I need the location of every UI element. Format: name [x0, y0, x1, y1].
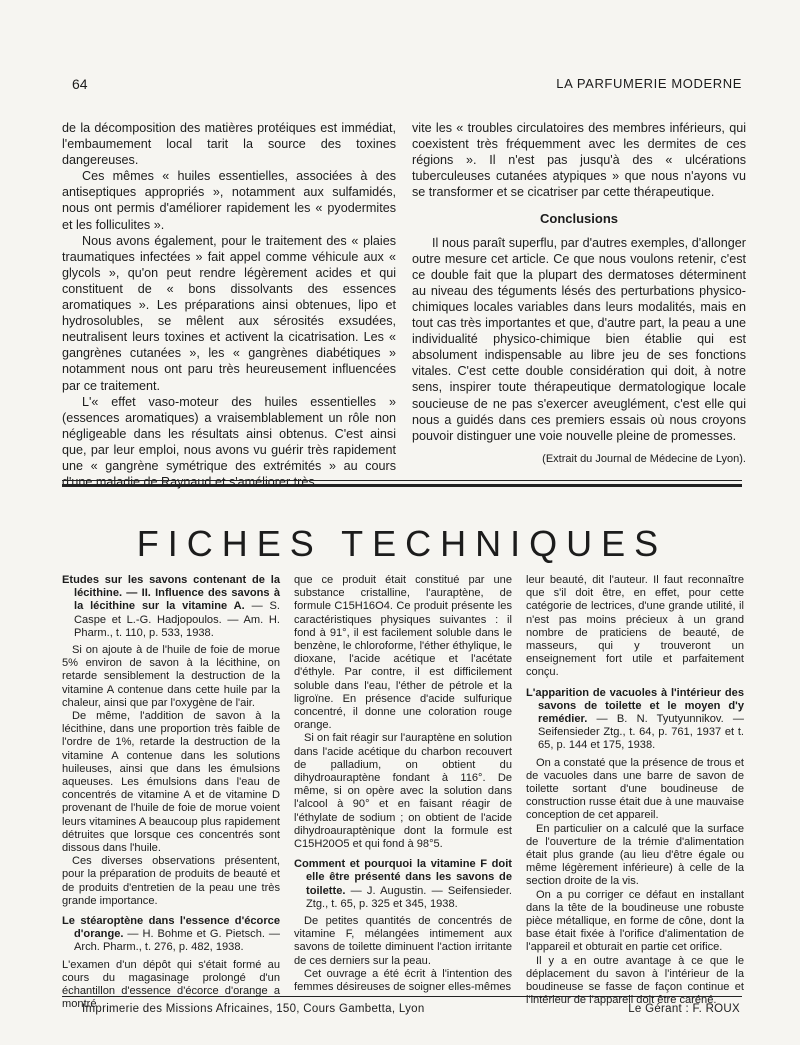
- fiche-paragraph: On a pu corriger ce défaut en installant dans la tête de la boudineuse une robuste pièce métallique, en forme de cône, dont la base était fixée à l'orifice d'alimentation de l'appareil et obturait en partie cet orifice.: [526, 888, 744, 954]
- article-left-column: [62, 120, 396, 490]
- divider-rule-thin: [62, 480, 742, 481]
- fiche-paragraph: Il y a en outre avantage à ce que le déplacement du savon à l'intérieur de la boudineuse se fasse de façon continue et l'intérieur de l'appareil doit être caréné.: [526, 954, 744, 1007]
- fiche-title-text: L'apparition de vacuoles à l'intérieur des savons de toilette et le moyen d'y remédier.: [526, 686, 744, 726]
- fiche-reference: — H. Bohme et G. Pietsch. — Arch. Pharm., t. 276, p. 482, 1938.: [74, 928, 280, 954]
- fiche-paragraph: Ces diverses observations présentent, pour la préparation de produits de beauté et de produits d'entretien de la peau une très grande importance.: [62, 855, 280, 907]
- fiches-column-2: [294, 574, 512, 1001]
- fiche-paragraph: De petites quantités de concentrés de vitamine F, mélangées intimement aux savons de toilette diminuent l'action irritante de ces derniers sur la peau.: [294, 915, 512, 967]
- fiche-paragraph: Si on ajoute à de l'huile de foie de morue 5% environ de savon à la lécithine, on retarde sensiblement la destruction de la vitamine A contenue dans cette huile par la chaleur, ainsi que par l'oxygène de l'air.: [62, 644, 280, 709]
- fiche-title: [526, 687, 744, 753]
- article-paragraph: vite les « troubles circulatoires des membres inférieurs, qui coexistent très fréquemment avec les dermites de ces régions ». Il n'est pas jusqu'à des « ulcérations tuberculeuses cutanées atypiques » que nous n'ayons vu se transformer et se cicatriser par cette thérapeutique.: [412, 121, 746, 200]
- fiche-entry: [62, 915, 280, 1011]
- fiche-title-text: Comment et pourquoi la vitamine F doit elle être présenté dans les savons de toilette.: [294, 858, 512, 897]
- article-paragraph: Nous avons également, pour le traitement des « plaies traumatiques infectées » fait appel comme véhicule aux « glycols », qu'on peut rendre légèrement acides et qui constituent de « bons dissolvants des essences aromatiques ». Les préparations ainsi obtenues, lipo et hydrosolubles, se mêlent aux sérosités exsudées, neutralisent leurs toxines et activent la cicatrisation. Les « gangrènes cutanées », les « gangrènes diabétiques » notamment nous ont paru très heureusement influencées par ce traitement.: [62, 233, 396, 393]
- conclusions-heading: Conclusions: [539, 211, 618, 227]
- running-head: LA PARFUMERIE MODERNE: [556, 76, 742, 91]
- fiche-paragraph: En particulier on a calculé que la surface de l'ouverture de la trémie d'alimentation était plus grande (au lieu d'être égale ou même légèrement inférieure) à celle de la section droite de la vis.: [526, 822, 744, 888]
- fiche-paragraph: L'examen d'un dépôt qui s'était formé au cours du magasinage prolongé d'un échantillon d'essence d'écorce d'orange a montré: [62, 958, 280, 1011]
- article-source: (Extrait du Journal de Médecine de Lyon).: [542, 452, 746, 465]
- fiche-entry: [294, 858, 512, 994]
- fiche-reference: — S. Caspe et L.-G. Hadjopoulos. — Am. H. Pharm., t. 110, p. 533, 1938.: [74, 600, 280, 639]
- page-number: 64: [72, 76, 88, 92]
- article-paragraph: L'« effet vaso-moteur des huiles essentielles » (essences aromatiques) a vraisemblablement un rôle non négligeable dans les résultats ainsi obtenus. C'est ainsi que, par leur emploi, nous avons vu guérir très rapidement une « gangrène symétrique des extrémités » au cours d'une maladie de Raynaud et s'améliorer très: [62, 394, 396, 490]
- footer-rule: [62, 996, 742, 997]
- footer-manager: Le Gérant : F. ROUX: [628, 1003, 740, 1015]
- fiche-reference: — B. N. Tyutyunnikov. — Seifensieder Ztg., t. 64, p. 761, 1937 et t. 65, p. 144 et 175, 1938.: [538, 713, 744, 752]
- conclusions-paragraph: Il nous paraît superflu, par d'autres exemples, d'allonger outre mesure cet article. Ce que nous voulons retenir, c'est ce double fait que la plupart des dermatoses déterminent au niveau des téguments lésés des perturbations physico-chimiques locales variables dans leurs modalités, mais en tout cas très importantes et que, d'autre part, la peau a une individualité physico-chimique bien établie qui est absolument indispensable au libre jeu de ses fonctions vitales. C'est cette double considération qui doit, à notre sens, inspirer toute thérapeutique dermatologique locale soucieuse de ne pas s'exercer aveuglément, c'est elle qui nous a guidés dans ces premiers essais où nous croyons pouvoir distinguer une voie nouvelle pleine de promesses.: [412, 235, 746, 443]
- fiche-title: [294, 858, 512, 911]
- fiches-column-1: [62, 574, 280, 1019]
- fiche-title-text: Etudes sur les savons contenant de la lécithine. — II. Influence des savons à la lécithine sur la vitamine A.: [62, 574, 280, 613]
- section-title: FICHES TECHNIQUES: [136, 523, 668, 564]
- fiche-paragraph: que ce produit était constitué par une substance cristalline, l'auraptène, de formule C15H16O4. Ce produit présente les caractéristiques physiques suivantes : il fond à 91°, il est facilement soluble dans le benzène, le chloroforme, l'éther éthylique, le dioxane, l'acide acétique et l'acétate d'éthyle. Par contre, il est difficilement soluble dans l'eau, l'éther de pétrole et la ligroïne. En présence d'acide sulfurique concentré, il donne une coloration rouge orange.: [294, 574, 512, 732]
- fiche-title: [62, 574, 280, 640]
- footer-printer: Imprimerie des Missions Africaines, 150, Cours Gambetta, Lyon: [82, 1003, 425, 1015]
- fiche-paragraph: leur beauté, dit l'auteur. Il faut reconnaître que s'il doit être, en effet, pour cette catégorie de lectrices, d'une grande utilité, il n'est pas moins précieux à un grand nombre de praticiens de beauté, de masseurs, qui y trouveront un enseignement fort utile et parfaitement conçu.: [526, 574, 744, 679]
- fiche-entry: [62, 574, 280, 908]
- fiche-title: [62, 915, 280, 955]
- fiche-paragraph: On a constaté que la présence de trous et de vacuoles dans une barre de savon de toilette sortant d'une boudineuse de construction russe était due à une mauvaise conception de cet appareil.: [526, 756, 744, 822]
- article-right-column: [412, 120, 746, 467]
- article-paragraph: de la décomposition des matières protéiques est immédiat, l'embaumement local tarit la source des toxines dangereuses.: [62, 121, 396, 168]
- fiche-paragraph: De même, l'addition de savon à la lécithine, dans une proportion très faible de l'ordre de 1%, retarde la destruction de la vitamine A contenue dans les solutions huileuses, ainsi que dans les émulsions aqueuses. Les émulsions dans l'eau de concentrés de vitamine A et de vitamine D provenant de l'huile de foie de morue voient leurs vitamines A beaucoup plus rapidement détruites que lorsque ces concentrés sont dissous dans l'huile.: [62, 710, 280, 855]
- fiche-entry-continued: [526, 574, 744, 680]
- article-continuation: [62, 120, 746, 490]
- fiche-entry-continued: [294, 574, 512, 851]
- fiche-paragraph: Cet ouvrage a été écrit à l'intention des femmes désireuses de soigner elles-mêmes: [294, 967, 512, 994]
- fiche-paragraph: Si on fait réagir sur l'auraptène en solution dans l'acide acétique du charbon recouvert de palladium, on obtient du dihydroauraptène fondant à 116°. De même, si on opère avec la solution dans l'alcool à 90° et en faisant réagir de l'éthylate de sodium ; on obtient de l'acide dihydroauraptènique dont la formule est C15H20O5 et qui fond à 98°5.: [294, 732, 512, 851]
- fiche-reference: — J. Augustin. — Seifensieder. Ztg., t. 65, p. 325 et 345, 1938.: [306, 884, 512, 910]
- fiches-column-3: [526, 574, 744, 1015]
- fiche-title-text: Le stéaroptène dans l'essence d'écorce d'orange.: [62, 915, 280, 941]
- divider-rule-thick: [62, 484, 742, 487]
- fiche-entry: [526, 687, 744, 1008]
- article-paragraph: Ces mêmes « huiles essentielles, associées à des antiseptiques appropriés », notamment aux sulfamidés, nous ont permis d'améliorer rapidement les « pyodermites et les folliculites ».: [62, 169, 396, 232]
